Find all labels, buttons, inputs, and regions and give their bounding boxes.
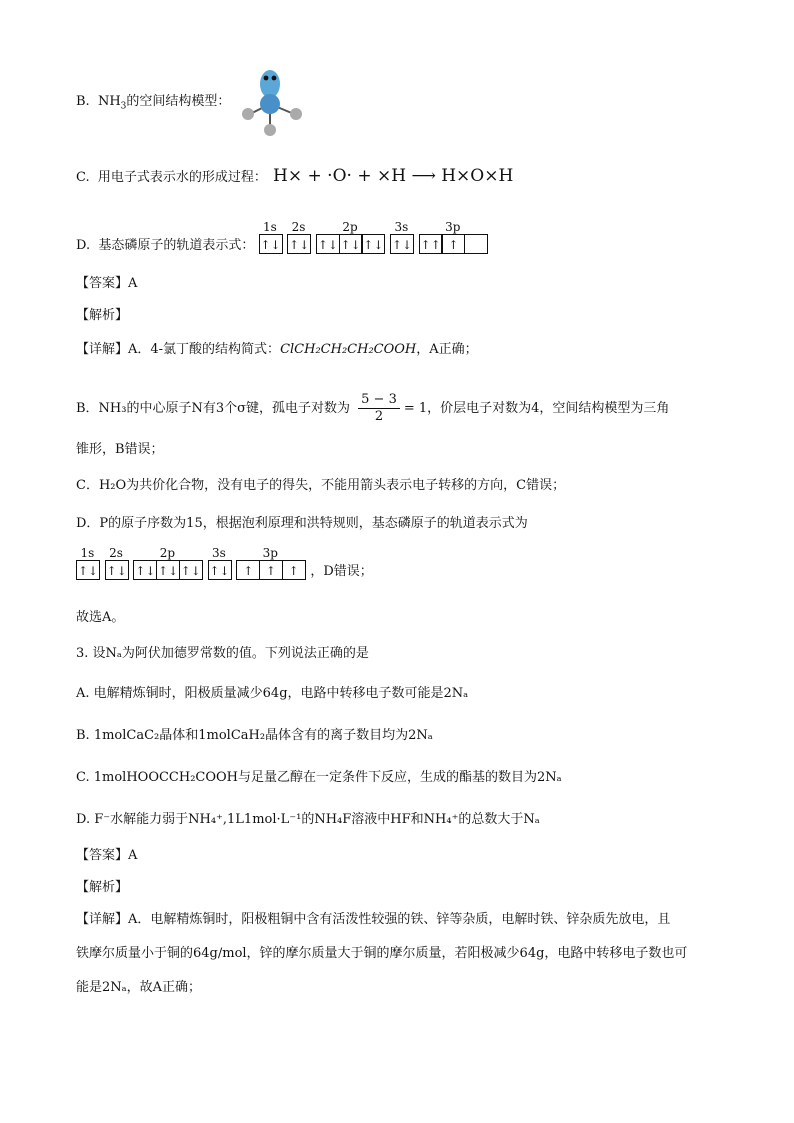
orbital-box: ↑ (236, 560, 260, 580)
detail2-line1: 【详解】A．电解精炼铜时，阳极粗铜中含有活泼性较强的铁、锌等杂质，电解时铁、锌杂质先放电，且 (76, 912, 671, 927)
detail-d-orbitals: 1s ↑↓ 2s ↑↓ 2p ↑↓ ↑↓ ↑↓ 3s ↑↓ 3p ↑ ↑ ↑ ，D错误； (76, 546, 373, 582)
conclusion: 故选A。 (76, 610, 125, 625)
orbital-label: 2p (159, 546, 176, 560)
orbital-box: ↑↓ (76, 560, 100, 580)
orbital-box: ↑↓ (179, 560, 203, 580)
orbital-box: ↑↓ (287, 234, 311, 254)
answer-2: 【答案】A (76, 848, 138, 863)
orbital-group (76, 546, 99, 582)
orbital-group (316, 220, 384, 256)
orbital-group (259, 220, 282, 256)
answer-1: 【答案】A (76, 276, 138, 291)
q3-option-d: D. F⁻水解能力弱于NH₄⁺,1L1mol·L⁻¹的NH₄F溶液中HF和NH₄⁺的总数大于Nₐ (76, 812, 540, 827)
lone-pair-fraction: $\frac{5 - 3}{2}$ (358, 392, 400, 425)
orbital-label: 2s (291, 220, 306, 234)
orbital-group (208, 546, 231, 582)
orbital-box: ↑↓ (133, 560, 157, 580)
detail-d: D．P的原子序数为15，根据泡利原理和洪特规则，基态磷原子的轨道表示式为 (76, 516, 528, 531)
orbital-box: ↑↓ (156, 560, 180, 580)
orbital-label: 1s (80, 546, 95, 560)
option-c: C. 用电子式表示水的形成过程： H× + ·O· + ×H ⟶ H×O×H (76, 166, 514, 186)
analysis-2: 【解析】 (76, 880, 129, 895)
orbital-box: ↑↓ (316, 234, 340, 254)
orbital-group (390, 220, 413, 256)
orbital-label: 2p (342, 220, 358, 234)
orbital-label: 1s (262, 220, 277, 234)
orbital-box: ↑↓ (361, 234, 385, 254)
orbital-box: ↑ (441, 234, 465, 254)
question-3: 3. 设Nₐ为阿伏加德罗常数的值。下列说法正确的是 (76, 646, 369, 661)
detail-b-cont: 锥形，B错误； (76, 442, 164, 457)
orbital-box: ↑↓ (390, 234, 414, 254)
detail-c: C．H₂O为共价化合物，没有电子的得失，不能用箭头表示电子转移的方向，C错误； (76, 478, 566, 493)
orbital-group (287, 220, 310, 256)
water-formation-equation: H× + ·O· + ×H ⟶ H×O×H (273, 166, 514, 186)
orbital-group (236, 546, 304, 582)
orbital-label: 3p (445, 220, 461, 234)
orbital-box: ↑↑ (419, 234, 443, 254)
detail2-line2: 铁摩尔质量小于铜的64g/mol，锌的摩尔质量大于铜的摩尔质量，若阳极减少64g，电路中转移电子数也可 (76, 946, 688, 961)
orbital-group (419, 220, 487, 256)
orbital-group (133, 546, 201, 582)
nh3-model-figure (236, 66, 306, 138)
orbital-label: 3s (394, 220, 409, 234)
orbital-box: ↑↓ (259, 234, 283, 254)
orbital-label: 3s (211, 546, 226, 560)
detail-a: 【详解】A．4-氯丁酸的结构简式：ClCH₂CH₂CH₂COOH，A正确； (76, 342, 478, 357)
orbital-box: ↑↓ (339, 234, 363, 254)
option-d: D. 基态磷原子的轨道表示式： 1s ↑↓ 2s ↑↓ 2p ↑↓ ↑↓ ↑↓ 3s ↑↓ 3p ↑↑ ↑ (76, 220, 493, 256)
orbital-box: ↑↓ (208, 560, 232, 580)
orbital-box: ↑ (259, 560, 283, 580)
orbital-box: ↑ (282, 560, 306, 580)
orbital-box (464, 234, 488, 254)
q3-option-c: C. 1molHOOCCH₂COOH与足量乙醇在一定条件下反应，生成的酯基的数目为2Nₐ (76, 770, 562, 785)
orbital-box: ↑↓ (105, 560, 129, 580)
q3-option-b: B. 1molCaC₂晶体和1molCaH₂晶体含有的离子数目均为2Nₐ (76, 728, 433, 743)
detail-b: B．NH₃的中心原子N有3个σ键，孤电子对数为 $\frac{5 - 3}{2}$ = 1，价层电子对数为4，空间结构模型为三角 (76, 392, 670, 424)
orbital-label: 3p (262, 546, 278, 560)
analysis-1: 【解析】 (76, 308, 129, 323)
detail2-line3: 能是2Nₐ，故A正确； (76, 980, 202, 995)
q3-option-a: A. 电解精炼铜时，阳极质量减少64g，电路中转移电子数可能是2Nₐ (76, 686, 469, 701)
orbital-label: 2s (109, 546, 123, 560)
orbital-group (105, 546, 128, 582)
option-b: B. $NH_3$的空间结构模型： (76, 94, 231, 112)
